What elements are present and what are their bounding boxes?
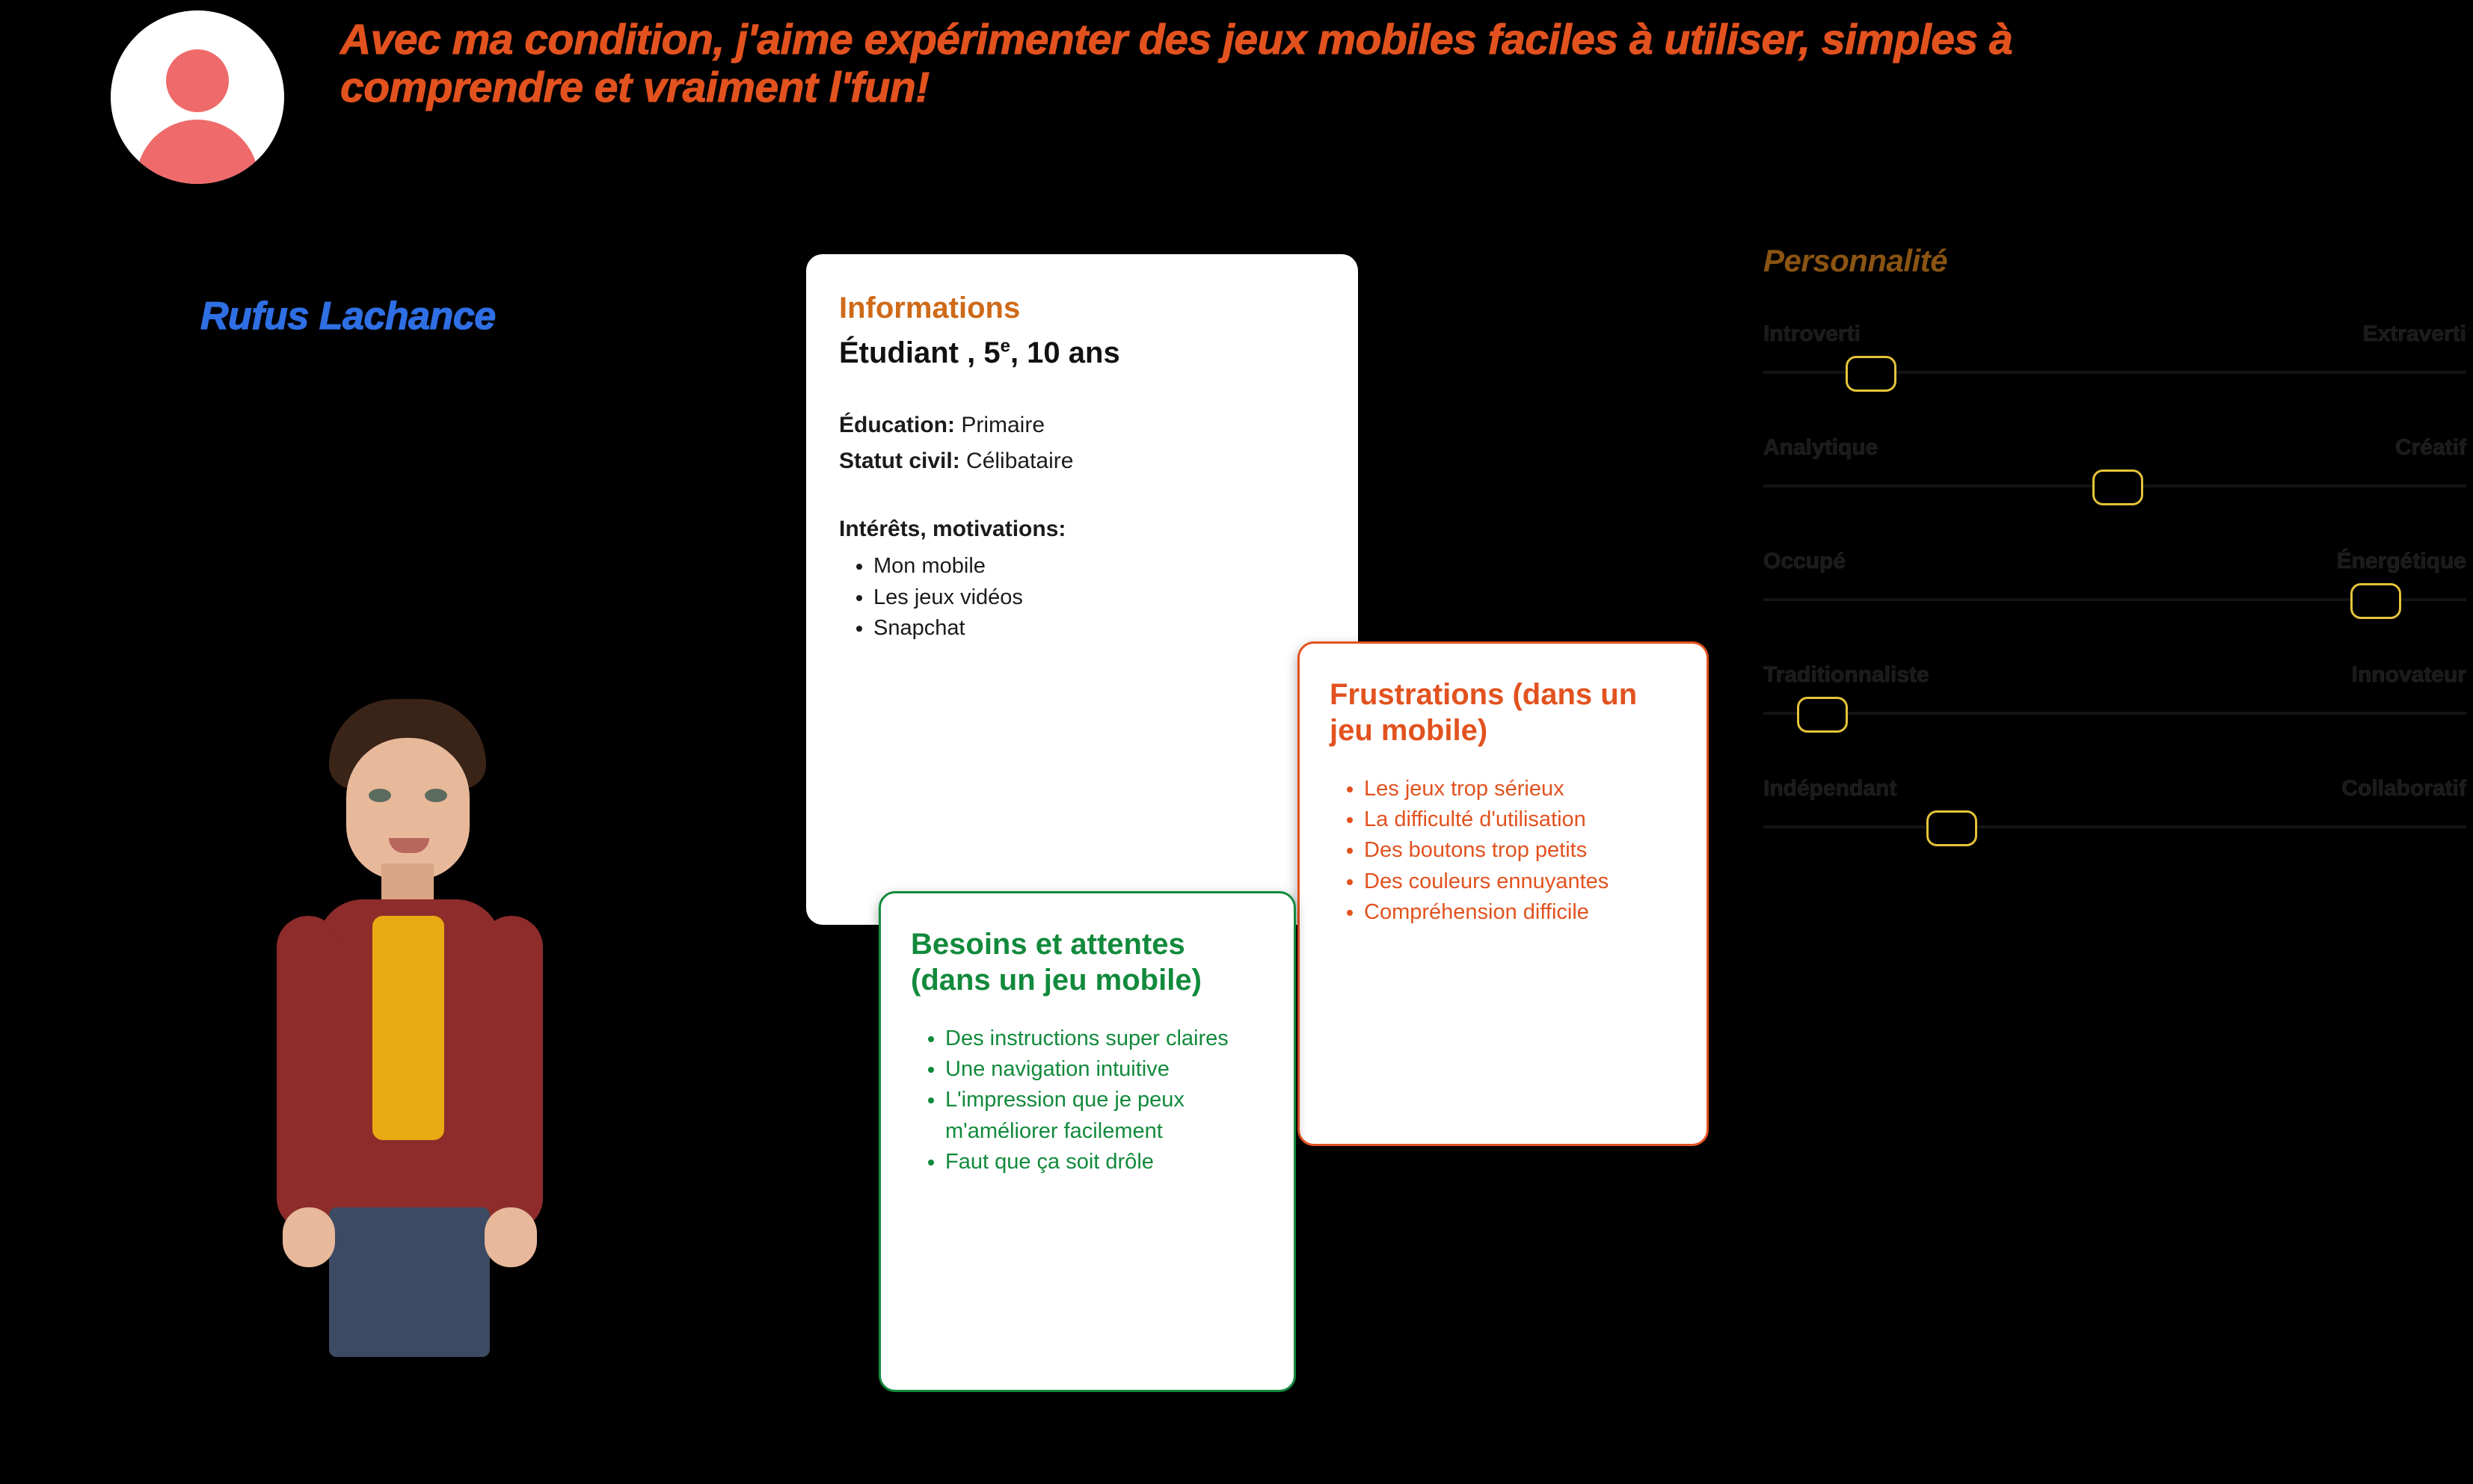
character-arm-left <box>277 916 340 1230</box>
trait-left-label: Indépendant <box>1763 776 1897 801</box>
trait-track <box>1763 825 2466 828</box>
trait-slider-knob[interactable] <box>1846 356 1896 392</box>
trait-track <box>1763 712 2466 715</box>
frustrations-list <box>1330 774 1677 928</box>
list-item: • Des instructions super claires <box>945 1023 1264 1054</box>
trait-slider-knob[interactable] <box>2350 583 2401 619</box>
list-item: • Faut que ça soit drôle <box>945 1147 1264 1177</box>
avatar-body-icon <box>136 120 259 184</box>
trait-right-label: Collaboratif <box>2341 776 2466 801</box>
trait-slider-knob[interactable] <box>1926 810 1977 846</box>
trait-right-label: Énergétique <box>2336 549 2466 573</box>
list-item: • Mon mobile <box>873 551 1325 582</box>
list-item: • Des couleurs ennuyantes <box>1364 866 1677 897</box>
list-item: • Les jeux trop sérieux <box>1364 774 1677 804</box>
character-shirt <box>372 916 444 1140</box>
trait-row <box>1763 662 2466 703</box>
besoins-card <box>879 891 1296 1392</box>
trait-row <box>1763 435 2466 475</box>
list-item: • Compréhension difficile <box>1364 897 1677 928</box>
trait-left-label: Occupé <box>1763 549 1846 573</box>
frustrations-title: Frustrations (dans un jeu mobile) <box>1330 678 1638 747</box>
trait-row <box>1763 321 2466 362</box>
trait-right-label: Extraverti <box>2362 321 2466 346</box>
trait-left-label: Analytique <box>1763 435 1878 460</box>
marital-label: Statut civil: <box>839 449 960 474</box>
trait-row <box>1763 776 2466 816</box>
informations-title: Informations <box>839 292 1021 324</box>
character-hand-left <box>283 1207 335 1267</box>
trait-right-label: Créatif <box>2394 435 2466 460</box>
avatar <box>111 10 284 184</box>
informations-card <box>806 254 1358 925</box>
character-hand-right <box>485 1207 537 1267</box>
list-item: • Les jeux vidéos <box>873 582 1325 613</box>
education-value: Primaire <box>961 413 1045 438</box>
page-title: Rufus Lachance <box>200 295 496 338</box>
education-label: Éducation: <box>839 413 955 438</box>
list-item: • Snapchat <box>873 613 1325 644</box>
besoins-list <box>911 1023 1264 1177</box>
informations-subtitle <box>839 336 1325 370</box>
trait-right-label: Innovateur <box>2351 662 2466 687</box>
list-item: • La difficulté d'utilisation <box>1364 804 1677 835</box>
avatar-head-icon <box>166 49 229 112</box>
character-jeans <box>329 1207 490 1357</box>
trait-slider-knob[interactable] <box>2092 469 2143 505</box>
trait-slider-knob[interactable] <box>1797 697 1848 733</box>
besoins-title: Besoins et attentes (dans un jeu mobile) <box>911 928 1202 997</box>
list-item: • L'impression que je peux m'améliorer facilement <box>945 1085 1264 1146</box>
trait-left-label: Traditionnaliste <box>1763 662 1929 687</box>
interests-list <box>839 551 1325 644</box>
marital-line <box>839 443 1325 479</box>
list-item: • Une navigation intuitive <box>945 1054 1264 1085</box>
education-line <box>839 407 1325 443</box>
character-arm-right <box>480 916 543 1230</box>
frustrations-card <box>1297 641 1709 1146</box>
list-item: • Des boutons trop petits <box>1364 835 1677 866</box>
character-eye-left <box>369 789 391 802</box>
character-photo <box>247 692 703 1484</box>
trait-row <box>1763 549 2466 589</box>
persona-quote: Avec ma condition, j'aime expérimenter des jeux mobiles faciles à utiliser, simples à comprendre et vraiment l'fun! <box>340 16 2013 111</box>
interests-label: Intérêts, motivations: <box>839 517 1066 542</box>
informations-subtitle-text: Étudiant , 5e, 10 ans <box>839 336 1120 370</box>
character-face <box>346 738 470 880</box>
personality-title: Personnalité <box>1763 243 1948 278</box>
marital-value: Célibataire <box>966 449 1074 474</box>
character-eye-right <box>425 789 447 802</box>
trait-left-label: Introverti <box>1763 321 1861 346</box>
